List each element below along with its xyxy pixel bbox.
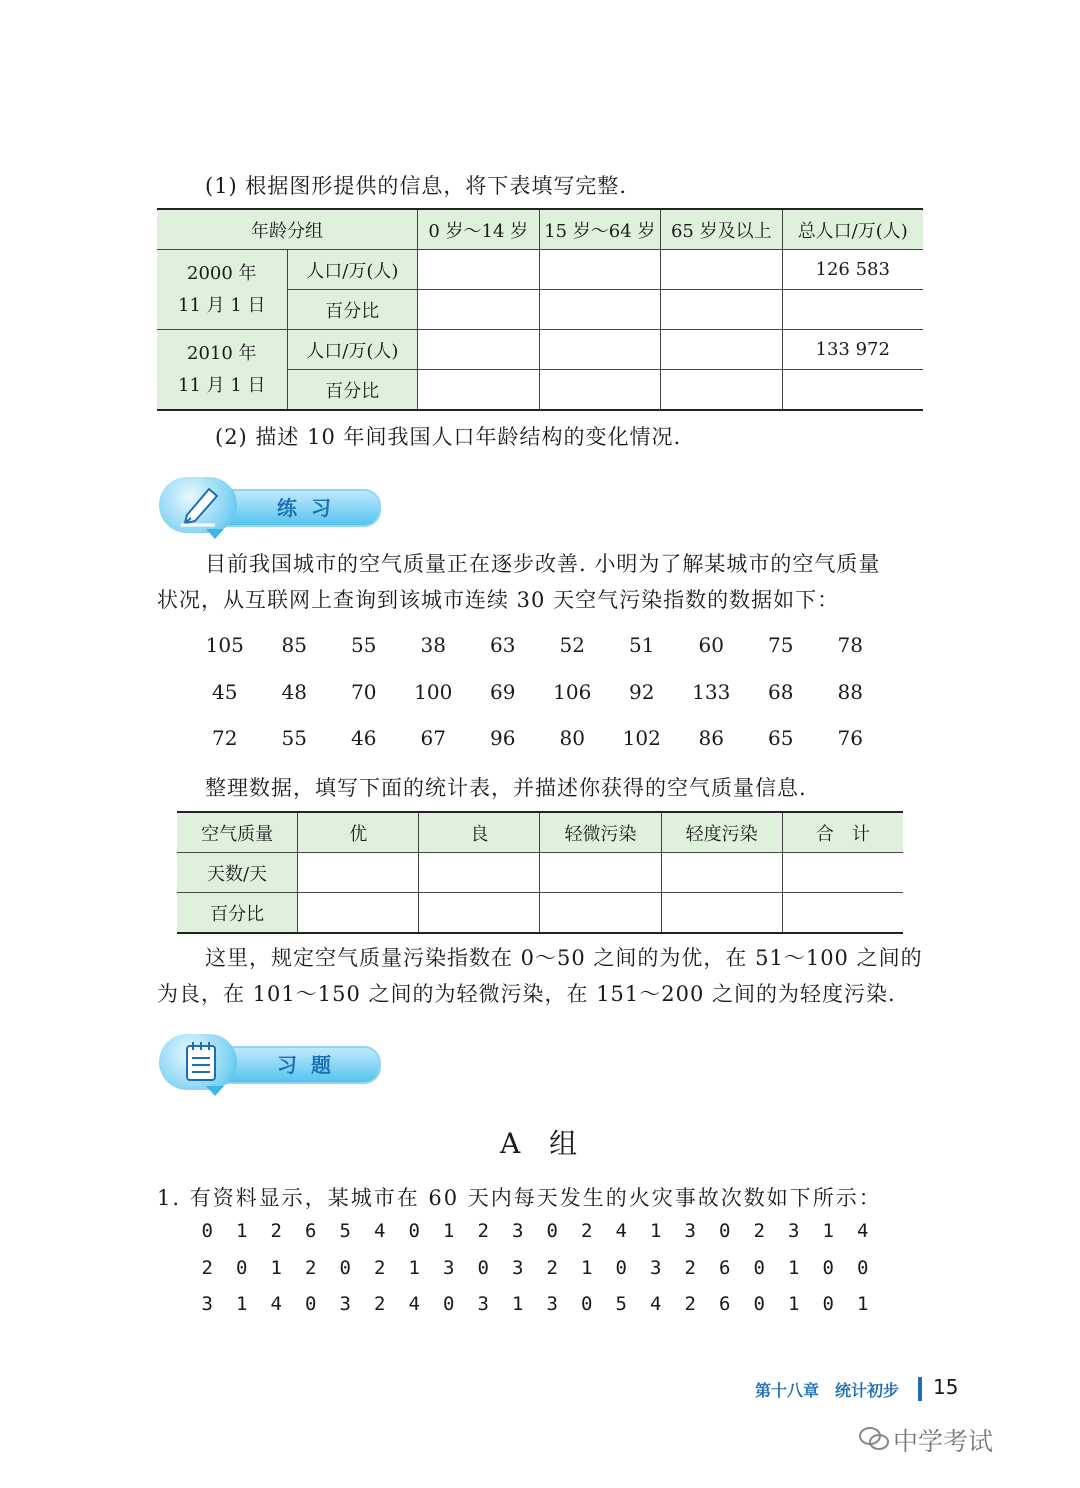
fire-value: 3 bbox=[684, 1220, 696, 1242]
fire-value: 2 bbox=[684, 1257, 696, 1279]
empty-cell[interactable] bbox=[782, 893, 903, 934]
air-value: 96 bbox=[490, 726, 516, 750]
air-value: 55 bbox=[281, 726, 307, 750]
watermark: 中学考试 bbox=[893, 1427, 994, 1456]
empty-cell[interactable] bbox=[661, 290, 782, 330]
table-row bbox=[157, 330, 923, 370]
empty-cell[interactable] bbox=[418, 370, 539, 411]
fire-value: 0 bbox=[408, 1220, 420, 1242]
fire-value: 3 bbox=[546, 1293, 558, 1315]
header-cell: 空气质量 bbox=[177, 812, 298, 853]
practice-text-2: 状况，从互联网上查询到该城市连续 30 天空气污染指数的数据如下： bbox=[157, 588, 840, 612]
row-label: 百分比 bbox=[177, 893, 298, 934]
row-label: 百分比 bbox=[287, 370, 417, 411]
fire-data-row bbox=[190, 1220, 880, 1242]
fire-value: 0 bbox=[857, 1257, 869, 1279]
fire-value: 1 bbox=[512, 1293, 524, 1315]
air-value: 70 bbox=[351, 680, 377, 704]
air-value: 88 bbox=[837, 680, 863, 704]
footer-divider bbox=[918, 1377, 922, 1401]
fire-data-row bbox=[190, 1257, 880, 1279]
header-cell: 轻微污染 bbox=[540, 812, 661, 853]
fire-value: 1 bbox=[443, 1220, 455, 1242]
empty-cell[interactable] bbox=[782, 853, 903, 893]
fire-value: 0 bbox=[753, 1257, 765, 1279]
empty-cell[interactable] bbox=[661, 330, 782, 370]
fire-value: 3 bbox=[650, 1257, 662, 1279]
empty-cell[interactable] bbox=[661, 853, 782, 893]
total-cell: 133 972 bbox=[782, 330, 923, 370]
fire-value: 4 bbox=[857, 1220, 869, 1242]
empty-cell[interactable] bbox=[419, 893, 540, 934]
table-header-row bbox=[157, 209, 923, 250]
fire-value: 1 bbox=[857, 1293, 869, 1315]
fire-value: 0 bbox=[236, 1257, 248, 1279]
empty-cell[interactable] bbox=[419, 853, 540, 893]
fire-value: 0 bbox=[719, 1220, 731, 1242]
table-row bbox=[177, 893, 903, 934]
air-data-row bbox=[190, 680, 890, 704]
fire-value: 4 bbox=[650, 1293, 662, 1315]
fire-value: 0 bbox=[753, 1293, 765, 1315]
empty-cell[interactable] bbox=[540, 893, 661, 934]
air-value: 52 bbox=[559, 633, 585, 657]
air-value: 92 bbox=[629, 680, 655, 704]
fire-value: 2 bbox=[581, 1220, 593, 1242]
header-cell: 年龄分组 bbox=[157, 209, 418, 250]
fire-value: 4 bbox=[615, 1220, 627, 1242]
air-quality-table bbox=[177, 811, 903, 934]
air-value: 100 bbox=[414, 680, 453, 704]
badge-pointer bbox=[206, 529, 224, 539]
air-value: 86 bbox=[698, 726, 724, 750]
fire-value: 2 bbox=[374, 1257, 386, 1279]
table-row bbox=[157, 250, 923, 290]
wechat-icon bbox=[858, 1425, 890, 1453]
fire-value: 1 bbox=[788, 1257, 800, 1279]
header-cell: 总人口/万(人) bbox=[782, 209, 923, 250]
air-value: 78 bbox=[837, 633, 863, 657]
pencil-icon bbox=[175, 481, 225, 527]
fire-value: 2 bbox=[753, 1220, 765, 1242]
empty-cell[interactable] bbox=[539, 370, 660, 411]
air-value: 80 bbox=[559, 726, 585, 750]
fire-value: 1 bbox=[270, 1257, 282, 1279]
fire-value: 4 bbox=[374, 1220, 386, 1242]
fire-value: 1 bbox=[822, 1220, 834, 1242]
date-line: 11 月 1 日 bbox=[178, 374, 266, 396]
header-cell: 0 岁～14 岁 bbox=[418, 209, 539, 250]
exercise-badge bbox=[157, 1034, 381, 1092]
air-data-row bbox=[190, 633, 890, 657]
badge-label: 练习 bbox=[277, 496, 345, 520]
page-number: 15 bbox=[933, 1375, 959, 1399]
empty-cell[interactable] bbox=[539, 250, 660, 290]
rule-text-2: 为良，在 101～150 之间的为轻微污染，在 151～200 之间的为轻度污染. bbox=[157, 982, 896, 1006]
empty-cell[interactable] bbox=[418, 330, 539, 370]
air-value: 68 bbox=[768, 680, 794, 704]
row-label: 百分比 bbox=[287, 290, 417, 330]
notepad-icon bbox=[183, 1040, 219, 1082]
badge-pointer bbox=[206, 1086, 224, 1096]
fire-value: 1 bbox=[581, 1257, 593, 1279]
date-line: 11 月 1 日 bbox=[178, 294, 266, 316]
fire-value: 3 bbox=[201, 1293, 213, 1315]
fire-value: 5 bbox=[615, 1293, 627, 1315]
organize-text: 整理数据，填写下面的统计表，并描述你获得的空气质量信息. bbox=[205, 776, 807, 800]
air-value: 106 bbox=[553, 680, 592, 704]
fire-value: 0 bbox=[822, 1257, 834, 1279]
fire-data-row bbox=[190, 1293, 880, 1315]
header-cell: 良 bbox=[419, 812, 540, 853]
air-value: 85 bbox=[281, 633, 307, 657]
air-value: 65 bbox=[768, 726, 794, 750]
fire-value: 0 bbox=[615, 1257, 627, 1279]
air-value: 75 bbox=[768, 633, 794, 657]
air-value: 76 bbox=[837, 726, 863, 750]
fire-value: 2 bbox=[546, 1257, 558, 1279]
air-value: 63 bbox=[490, 633, 516, 657]
air-value: 38 bbox=[420, 633, 446, 657]
fire-value: 2 bbox=[305, 1257, 317, 1279]
fire-value: 1 bbox=[650, 1220, 662, 1242]
header-cell: 合 计 bbox=[782, 812, 903, 853]
fire-value: 0 bbox=[305, 1293, 317, 1315]
table-row bbox=[177, 853, 903, 893]
empty-cell[interactable] bbox=[418, 250, 539, 290]
fire-value: 1 bbox=[788, 1293, 800, 1315]
question-1: (1) 根据图形提供的信息，将下表填写完整. bbox=[205, 174, 628, 198]
empty-cell[interactable] bbox=[298, 893, 419, 934]
group-title: A 组 bbox=[500, 1127, 588, 1160]
table-header-row bbox=[177, 812, 903, 853]
header-cell: 轻度污染 bbox=[661, 812, 782, 853]
date-cell bbox=[157, 250, 287, 330]
fire-value: 6 bbox=[719, 1293, 731, 1315]
fire-value: 3 bbox=[339, 1293, 351, 1315]
fire-value: 2 bbox=[270, 1220, 282, 1242]
empty-cell[interactable] bbox=[782, 370, 923, 411]
air-value: 67 bbox=[420, 726, 446, 750]
empty-cell[interactable] bbox=[539, 290, 660, 330]
fire-value: 2 bbox=[374, 1293, 386, 1315]
exercise-1-text: 1. 有资料显示，某城市在 60 天内每天发生的火灾事故次数如下所示： bbox=[157, 1186, 882, 1210]
air-value: 51 bbox=[629, 633, 655, 657]
fire-value: 0 bbox=[201, 1220, 213, 1242]
fire-value: 0 bbox=[477, 1257, 489, 1279]
air-value: 102 bbox=[622, 726, 661, 750]
fire-value: 3 bbox=[788, 1220, 800, 1242]
population-table bbox=[157, 208, 923, 411]
empty-cell[interactable] bbox=[418, 290, 539, 330]
fire-value: 6 bbox=[719, 1257, 731, 1279]
fire-value: 1 bbox=[236, 1220, 248, 1242]
air-value: 72 bbox=[212, 726, 238, 750]
fire-value: 0 bbox=[443, 1293, 455, 1315]
empty-cell[interactable] bbox=[782, 290, 923, 330]
fire-value: 3 bbox=[512, 1257, 524, 1279]
fire-value: 5 bbox=[339, 1220, 351, 1242]
header-cell: 65 岁及以上 bbox=[661, 209, 782, 250]
air-value: 133 bbox=[692, 680, 731, 704]
air-value: 46 bbox=[351, 726, 377, 750]
fire-value: 1 bbox=[236, 1293, 248, 1315]
total-cell: 126 583 bbox=[782, 250, 923, 290]
fire-value: 0 bbox=[546, 1220, 558, 1242]
fire-value: 1 bbox=[408, 1257, 420, 1279]
question-2: (2) 描述 10 年间我国人口年龄结构的变化情况. bbox=[215, 425, 682, 449]
date-line: 2010 年 bbox=[187, 342, 257, 364]
air-value: 60 bbox=[698, 633, 724, 657]
air-value: 55 bbox=[351, 633, 377, 657]
empty-cell[interactable] bbox=[661, 893, 782, 934]
row-label: 天数/天 bbox=[177, 853, 298, 893]
practice-text-1: 目前我国城市的空气质量正在逐步改善. 小明为了解某城市的空气质量 bbox=[205, 552, 881, 576]
air-value: 105 bbox=[205, 633, 244, 657]
fire-value: 4 bbox=[270, 1293, 282, 1315]
fire-value: 2 bbox=[201, 1257, 213, 1279]
date-line: 2000 年 bbox=[187, 262, 257, 284]
fire-value: 0 bbox=[339, 1257, 351, 1279]
practice-badge bbox=[157, 477, 381, 535]
air-value: 69 bbox=[490, 680, 516, 704]
fire-value: 4 bbox=[408, 1293, 420, 1315]
fire-value: 3 bbox=[477, 1293, 489, 1315]
header-cell: 优 bbox=[298, 812, 419, 853]
empty-cell[interactable] bbox=[539, 330, 660, 370]
fire-value: 2 bbox=[477, 1220, 489, 1242]
air-data-row bbox=[190, 726, 890, 750]
header-cell: 15 岁～64 岁 bbox=[539, 209, 660, 250]
air-value: 48 bbox=[281, 680, 307, 704]
empty-cell[interactable] bbox=[298, 853, 419, 893]
fire-value: 3 bbox=[443, 1257, 455, 1279]
row-label: 人口/万(人) bbox=[287, 330, 417, 370]
fire-value: 6 bbox=[305, 1220, 317, 1242]
fire-value: 3 bbox=[512, 1220, 524, 1242]
empty-cell[interactable] bbox=[540, 853, 661, 893]
fire-value: 2 bbox=[684, 1293, 696, 1315]
air-value: 45 bbox=[212, 680, 238, 704]
chapter-footer: 第十八章 统计初步 bbox=[755, 1381, 900, 1400]
empty-cell[interactable] bbox=[661, 370, 782, 411]
fire-value: 0 bbox=[822, 1293, 834, 1315]
empty-cell[interactable] bbox=[661, 250, 782, 290]
rule-text-1: 这里，规定空气质量污染指数在 0～50 之间的为优，在 51～100 之间的 bbox=[205, 946, 923, 970]
badge-label: 习题 bbox=[277, 1053, 345, 1077]
row-label: 人口/万(人) bbox=[287, 250, 417, 290]
date-cell bbox=[157, 330, 287, 411]
fire-value: 0 bbox=[581, 1293, 593, 1315]
